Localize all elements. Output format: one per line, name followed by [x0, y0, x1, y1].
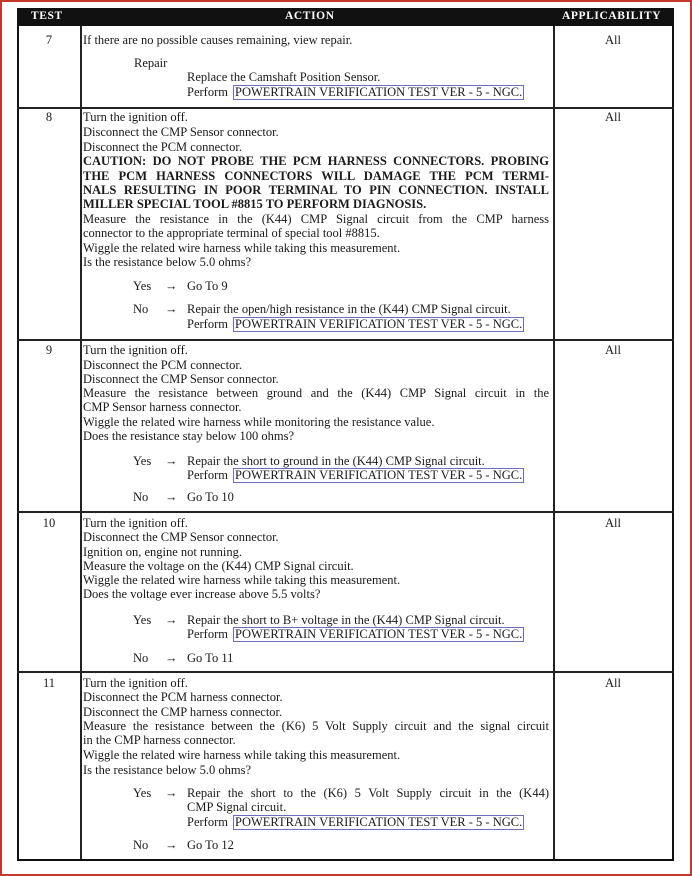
test-number: 8: [45, 110, 53, 124]
step: connector to the appropriate terminal of special tool #8815.: [83, 226, 380, 240]
applicability: All: [605, 676, 621, 690]
column-divider: [80, 26, 82, 859]
repair-heading: Repair: [134, 56, 168, 70]
arrow-icon: →: [165, 613, 178, 627]
perform-label: Perform: [187, 317, 228, 331]
step: Wiggle the related wire harness while monitoring the resistance value.: [83, 415, 435, 429]
perform-label: Perform: [187, 627, 228, 641]
no-label: No: [133, 302, 149, 316]
header-action: ACTION: [285, 10, 335, 22]
caution-text: THE PCM HARNESS CONNECTORS WILL DAMAGE THE PCM TERMI-: [83, 169, 549, 183]
verification-test-link[interactable]: POWERTRAIN VERIFICATION TEST VER - 5 - NGC.: [235, 317, 523, 331]
yes-action: Go To 9: [187, 279, 228, 293]
step: in the CMP harness connector.: [83, 733, 236, 747]
row-divider: [17, 511, 674, 513]
yes-label: Yes: [133, 786, 152, 800]
step: Wiggle the related wire harness while taking this measurement.: [83, 573, 401, 587]
arrow-icon: →: [165, 651, 178, 665]
yes-label: Yes: [133, 613, 152, 627]
yes-label: Yes: [133, 279, 152, 293]
step: Disconnect the CMP Sensor connector.: [83, 125, 279, 139]
arrow-icon: →: [165, 838, 178, 852]
arrow-icon: →: [165, 786, 178, 800]
test-number: 7: [45, 33, 53, 47]
question: Does the voltage ever increase above 5.5 volts?: [83, 587, 321, 601]
verification-test-link[interactable]: POWERTRAIN VERIFICATION TEST VER - 5 - NGC.: [235, 85, 523, 99]
perform-label: Perform: [187, 815, 228, 829]
caution-text: MILLER SPECIAL TOOL #8815 TO PERFORM DIAGNOSIS.: [83, 197, 427, 211]
no-action: Go To 12: [187, 838, 234, 852]
question: Is the resistance below 5.0 ohms?: [83, 763, 252, 777]
no-label: No: [133, 838, 149, 852]
row-divider: [17, 671, 674, 673]
perform-label: Perform: [187, 468, 228, 482]
step: Turn the ignition off.: [83, 516, 188, 530]
verification-test-link[interactable]: POWERTRAIN VERIFICATION TEST VER - 5 - NGC.: [235, 468, 523, 482]
applicability: All: [605, 33, 621, 47]
perform-label: Perform: [187, 85, 228, 99]
no-label: No: [133, 651, 149, 665]
step: Measure the resistance in the (K44) CMP Signal circuit from the CMP harness: [83, 212, 549, 226]
question: Is the resistance below 5.0 ohms?: [83, 255, 252, 269]
step: CMP Sensor harness connector.: [83, 400, 242, 414]
step: Disconnect the CMP Sensor connector.: [83, 372, 279, 386]
step: If there are no possible causes remaining, view repair.: [83, 33, 353, 47]
applicability: All: [605, 110, 621, 124]
step: Ignition on, engine not running.: [83, 545, 243, 559]
row-divider: [17, 339, 674, 341]
step: Turn the ignition off.: [83, 676, 188, 690]
step: Turn the ignition off.: [83, 343, 188, 357]
step: Wiggle the related wire harness while taking this measurement.: [83, 241, 401, 255]
step: Measure the resistance between the (K6) 5 Volt Supply circuit and the signal circuit: [83, 719, 549, 733]
step: Disconnect the CMP Sensor connector.: [83, 530, 279, 544]
yes-action: Repair the short to ground in the (K44) CMP Signal circuit.: [187, 454, 485, 468]
header-applicability: APPLICABILITY: [562, 10, 662, 22]
no-action: Go To 10: [187, 490, 234, 504]
test-number: 11: [42, 676, 56, 690]
table-header: [17, 8, 674, 26]
arrow-icon: →: [165, 302, 178, 316]
step: Disconnect the PCM connector.: [83, 358, 242, 372]
step: Disconnect the PCM connector.: [83, 140, 242, 154]
arrow-icon: →: [165, 490, 178, 504]
test-number: 9: [45, 343, 53, 357]
step: Measure the resistance between ground and the (K44) CMP Signal circuit in the: [83, 386, 549, 400]
repair-text: Replace the Camshaft Position Sensor.: [187, 70, 381, 84]
applicability: All: [605, 516, 621, 530]
step: Wiggle the related wire harness while taking this measurement.: [83, 748, 401, 762]
no-action: Go To 11: [187, 651, 234, 665]
yes-action: CMP Signal circuit.: [187, 800, 287, 814]
yes-label: Yes: [133, 454, 152, 468]
step: Turn the ignition off.: [83, 110, 188, 124]
no-label: No: [133, 490, 149, 504]
header-test: TEST: [31, 10, 63, 22]
yes-action: Repair the short to B+ voltage in the (K44) CMP Signal circuit.: [187, 613, 505, 627]
arrow-icon: →: [165, 454, 178, 468]
column-divider: [553, 26, 555, 859]
applicability: All: [605, 343, 621, 357]
no-action: Repair the open/high resistance in the (K44) CMP Signal circuit.: [187, 302, 511, 316]
verification-test-link[interactable]: POWERTRAIN VERIFICATION TEST VER - 5 - NGC.: [235, 627, 523, 641]
arrow-icon: →: [165, 279, 178, 293]
verification-test-link[interactable]: POWERTRAIN VERIFICATION TEST VER - 5 - NGC.: [235, 815, 523, 829]
caution-text: CAUTION: DO NOT PROBE THE PCM HARNESS CONNECTORS. PROBING: [83, 154, 549, 168]
question: Does the resistance stay below 100 ohms?: [83, 429, 295, 443]
yes-action: Repair the short to the (K6) 5 Volt Supply circuit in the (K44): [187, 786, 549, 800]
row-divider: [17, 107, 674, 109]
step: Disconnect the PCM harness connector.: [83, 690, 283, 704]
test-number: 10: [42, 516, 56, 530]
step: Disconnect the CMP harness connector.: [83, 705, 283, 719]
caution-text: NALS RESULTING IN POOR TERMINAL TO PIN CONNECTION. INSTALL: [83, 183, 549, 197]
step: Measure the voltage on the (K44) CMP Signal circuit.: [83, 559, 354, 573]
